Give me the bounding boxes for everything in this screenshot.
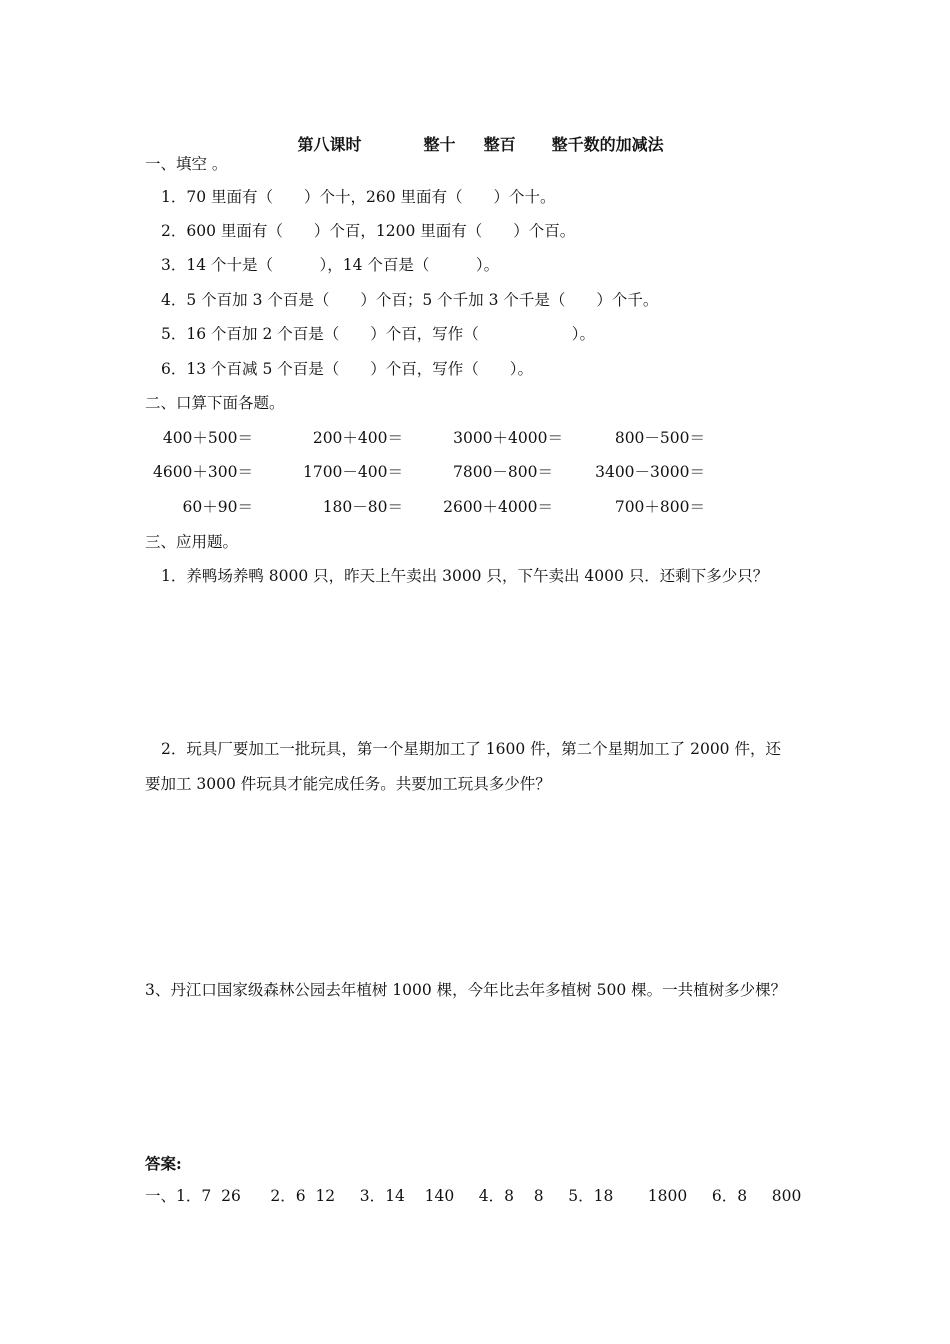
fill-item-2: 2．600 里面有（ ）个百，1200 里面有（ ）个百。	[161, 222, 576, 240]
word-problem-1: 1．养鸭场养鸭 8000 只，昨天上午卖出 3000 只，下午卖出 4000 只．还剩下多少只？	[161, 567, 769, 585]
answers-line: 一、1．7 26 2．6 12 3．14 140 4．8 8 5．18 1800 6．8 800	[145, 1187, 802, 1205]
section2-heading: 二、口算下面各题。	[145, 394, 285, 412]
calc-r1-c3: 3000＋4000＝	[453, 429, 563, 447]
fill-item-6: 6．13 个百减 5 个百是（ ）个百，写作（ ）。	[161, 360, 533, 378]
word-problem-2-line1: 2．玩具厂要加工一批玩具，第一个星期加工了 1600 件，第二个星期加工了 2000 件，还	[161, 740, 781, 758]
title-lesson: 第八课时	[297, 135, 362, 154]
title-thousands: 整千数的加减法	[551, 135, 664, 154]
calc-r2-c1: 4600＋300＝	[152, 463, 253, 481]
fill-item-3: 3．14 个十是（ ），14 个百是（ ）。	[161, 256, 500, 274]
word-problem-3: 3、丹江口国家级森林公园去年植树 1000 棵，今年比去年多植树 500 棵。一共植树多少棵？	[145, 981, 787, 999]
calc-r1-c1: 400＋500＝	[162, 429, 253, 447]
calc-r3-c4: 700＋800＝	[614, 498, 705, 516]
fill-item-1: 1．70 里面有（ ）个十，260 里面有（ ）个十。	[161, 188, 556, 206]
calc-r3-c1: 60＋90＝	[182, 498, 253, 516]
calc-r2-c3: 7800－800＝	[452, 463, 553, 481]
word-problem-2-line2: 要加工 3000 件玩具才能完成任务。共要加工玩具多少件？	[145, 775, 551, 793]
title-hundreds: 整百	[483, 135, 516, 154]
calc-r3-c2: 180－80＝	[322, 498, 403, 516]
calc-r1-c4: 800－500＝	[614, 429, 705, 447]
calc-r3-c3: 2600＋4000＝	[443, 498, 553, 516]
calc-r1-c2: 200＋400＝	[312, 429, 403, 447]
title-tens: 整十	[423, 135, 456, 154]
section3-heading: 三、应用题。	[145, 533, 239, 551]
answers-heading: 答案:	[145, 1154, 182, 1173]
page-title	[0, 121, 950, 153]
calc-r2-c2: 1700－400＝	[302, 463, 403, 481]
fill-item-4: 4．5 个百加 3 个百是（ ）个百；5 个千加 3 个千是（ ）个千。	[161, 291, 659, 309]
section1-heading: 一、填空 。	[145, 155, 228, 173]
calc-r2-c4: 3400－3000＝	[595, 463, 705, 481]
fill-item-5: 5．16 个百加 2 个百是（ ）个百，写作（ ）。	[161, 325, 595, 343]
